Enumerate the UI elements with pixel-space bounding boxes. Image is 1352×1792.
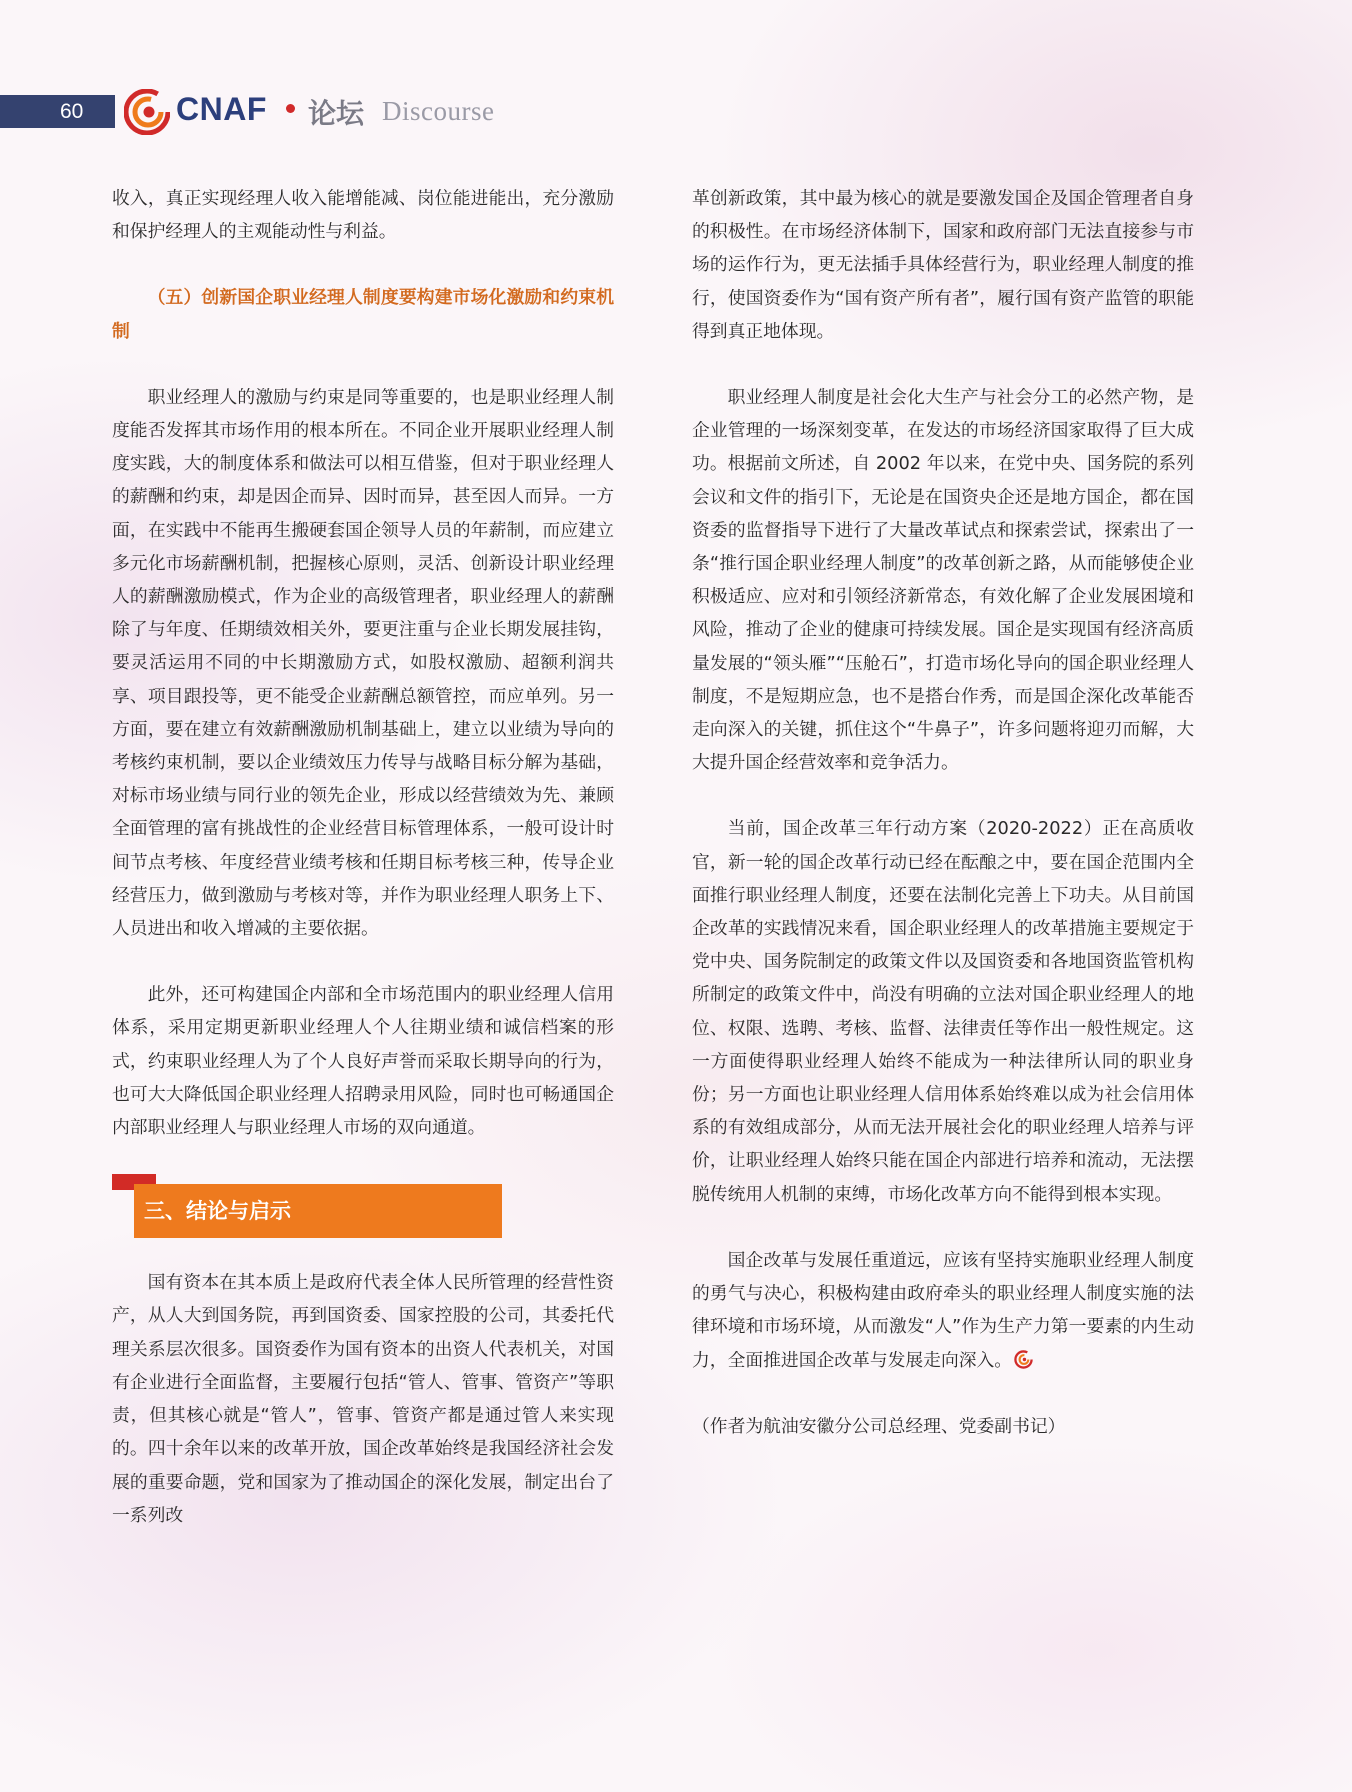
- left-paragraph-2: 职业经理人的激励与约束是同等重要的，也是职业经理人制度能否发挥其市场作用的根本所在。不同企业开展职业经理人制度实践，大的制度体系和做法可以相互借鉴，但对于职业经理人的薪酬和约束，却是因企而异、因时而异，甚至因人而异。一方面，在实践中不能再生搬硬套国企领导人员的年薪制，而应建立多元化市场薪酬机制，把握核心原则，灵活、创新设计职业经理人的薪酬激励模式，作为企业的高级管理者，职业经理人的薪酬除了与年度、任期绩效相关外，要更注重与企业长期发展挂钩，要灵活运用不同的中长期激励方式，如股权激励、超额利润共享、项目跟投等，更不能受企业薪酬总额管控，而应单列。另一方面，要在建立有效薪酬激励机制基础上，建立以业绩为导向的考核约束机制，要以企业绩效压力传导与战略目标分解为基础，对标市场业绩与同行业的领先企业，形成以经营绩效为先、兼顾全面管理的富有挑战性的企业经营目标管理体系，一般可设计时间节点考核、年度经营业绩考核和任期目标考核三种，传导企业经营压力，做到激励与考核对等，并作为职业经理人职务上下、人员进出和收入增减的主要依据。: [112, 386, 614, 940]
- left-paragraph-4: 国有资本在其本质上是政府代表全体人民所管理的经营性资产，从人大到国务院，再到国资委、国家控股的公司，其委托代理关系层次很多。国资委作为国有资本的出资人代表机关，对国有企业进行全面监督，主要履行包括“管人、管事、管资产”等职责，但其核心就是“管人”，管事、管资产都是通过管人来实现的。四十余年以来的改革开放，国企改革始终是我国经济社会发展的重要命题，党和国家为了推动国企的深化发展，制定出台了一系列改: [112, 1272, 614, 1526]
- right-paragraph-1: 革创新政策，其中最为核心的就是要激发国企及国企管理者自身的积极性。在市场经济体制下，国家和政府部门无法直接参与市场的运作行为，更无法插手具体经营行为，职业经理人制度的推行，使国资委作为“国有资产所有者”，履行国有资产监管的职能得到真正地体现。: [692, 188, 1194, 342]
- author-byline: （作者为航油安徽分公司总经理、党委副书记）: [692, 1415, 1066, 1437]
- cnaf-logo-icon: [124, 89, 170, 135]
- right-paragraph-4: [692, 1244, 1194, 1377]
- section-name-cn: 论坛: [308, 97, 365, 130]
- end-logo-icon: [1014, 1350, 1033, 1369]
- right-paragraph-4-text: 国企改革与发展任重道远，应该有坚持实施职业经理人制度的勇气与决心，积极构建由政府牵头的职业经理人制度实施的法律环境和市场环境，从而激发“人”作为生产力第一要素的内生动力，全面推进国企改革与发展走向深入。: [692, 1249, 1194, 1371]
- brand-separator-dot: [286, 104, 295, 113]
- right-paragraph-2: 职业经理人制度是社会化大生产与社会分工的必然产物，是企业管理的一场深刻变革，在发达的市场经济国家取得了巨大成功。根据前文所述，自 2002 年以来，在党中央、国务院的系列会议和文件的指引下，无论是在国资央企还是地方国企，都在国资委的监督指导下进行了大量改革试点和探索尝试，探索出了一条“推行国企职业经理人制度”的改革创新之路，从而能够使企业积极适应、应对和引领经济新常态，有效化解了企业发展困境和风险，推动了企业的健康可持续发展。国企是实现国有经济高质量发展的“领头雁”“压舱石”，打造市场化导向的国企职业经理人制度，不是短期应急，也不是搭台作秀，而是国企深化改革能否走向深入的关键，抓住这个“牛鼻子”，许多问题将迎刃而解，大大提升国企经营效率和竞争活力。: [692, 387, 1194, 774]
- left-column: [112, 182, 614, 1532]
- section-heading-box: [112, 1174, 614, 1262]
- brand-name: CNAF: [176, 91, 267, 127]
- subsection-heading: （五）创新国企职业经理人制度要构建市场化激励和约束机制: [112, 287, 614, 342]
- page-number: 60: [60, 100, 84, 123]
- right-column: [692, 182, 1194, 1443]
- right-paragraph-3: 当前，国企改革三年行动方案（2020-2022）正在高质收官，新一轮的国企改革行动已经在酝酿之中，要在国企范围内全面推行职业经理人制度，还要在法制化完善上下功夫。从目前国企改革的实践情况来看，国企职业经理人的改革措施主要规定于党中央、国务院制定的政策文件以及国资委和各地国资监管机构所制定的政策文件中，尚没有明确的立法对国企职业经理人的地位、权限、选聘、考核、监督、法律责任等作出一般性规定。这一方面使得职业经理人始终不能成为一种法律所认同的职业身份；另一方面也让职业经理人信用体系始终难以成为社会信用体系的有效组成部分，从而无法开展社会化的职业经理人培养与评价，让职业经理人始终只能在国企内部进行培养和流动，无法摆脱传统用人机制的束缚，市场化改革方向不能得到根本实现。: [692, 818, 1194, 1205]
- left-paragraph-3: 此外，还可构建国企内部和全市场范围内的职业经理人信用体系，采用定期更新职业经理人个人往期业绩和诚信档案的形式，约束职业经理人为了个人良好声誉而采取长期导向的行为，也可大大降低国企职业经理人招聘录用风险，同时也可畅通国企内部职业经理人与职业经理人市场的双向通道。: [112, 984, 614, 1139]
- section-heading-title: 三、结论与启示: [144, 1199, 291, 1224]
- section-name-en: Discourse: [382, 96, 495, 126]
- left-paragraph-1: 收入，真正实现经理人收入能增能减、岗位能进能出，充分激励和保护经理人的主观能动性与利益。: [112, 188, 614, 243]
- page-number-bar: [0, 95, 115, 128]
